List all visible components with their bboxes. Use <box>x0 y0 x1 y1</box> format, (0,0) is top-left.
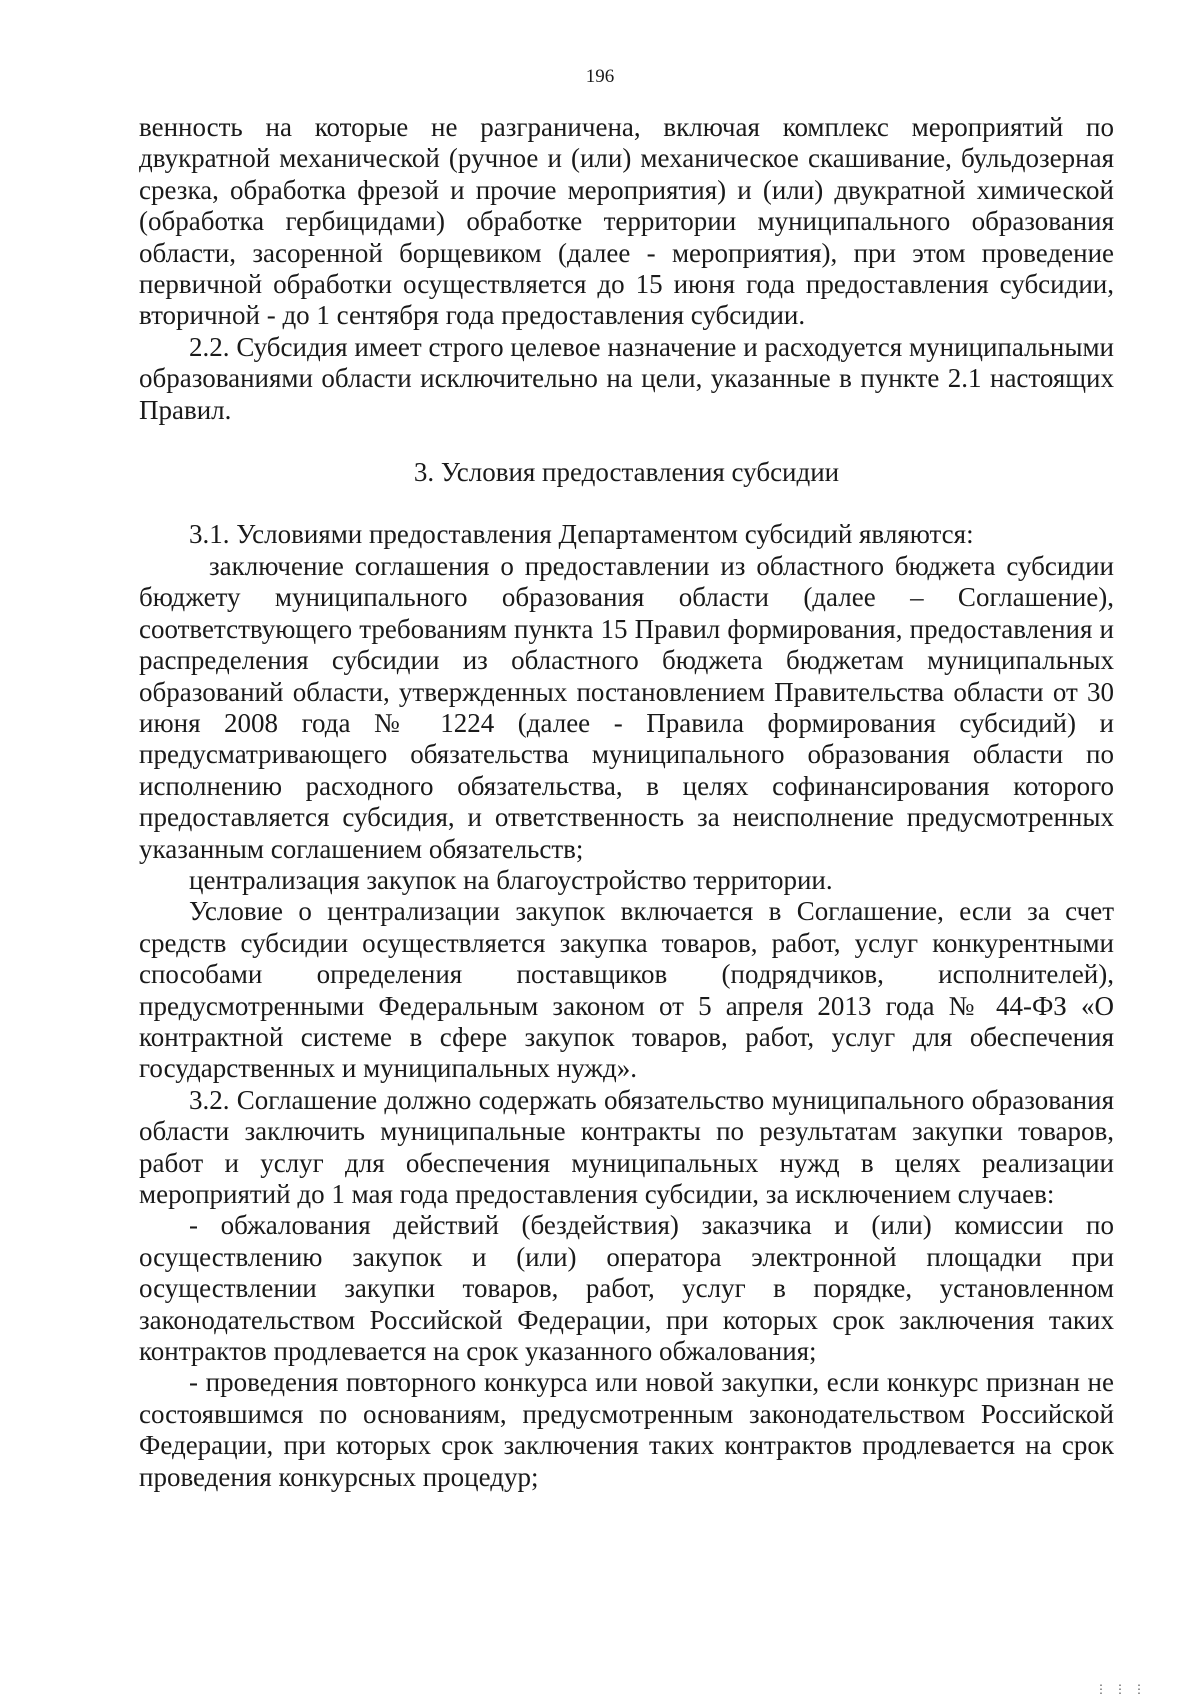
section-heading: 3. Условия предоставления субсидии <box>413 457 840 488</box>
paragraph-agreement: заключение соглашения о предоставлении из областного бюджета субсидии бюджету муниципального образования области (далее – Соглашение), соответствующего требованиям пункта 15 Правил формирования, предоставления и распределения субсидии из областного бюджета бюджетам муниципальных образований области, утвержденных постановлением Правительства области от 30 июня 2008 года № 1224 (далее - Правила формирования субсидий) и предусматривающего обязательства муниципального образования области по исполнению расходного обязательства, в целях софинансирования которого предоставляется субсидия, и ответственность за неисполнение предусмотренных указанным соглашением обязательств; <box>139 550 1114 864</box>
paragraph-centralization: централизация закупок на благоустройство территории. <box>189 864 833 895</box>
paragraph-3-2: 3.2. Соглашение должно содержать обязательство муниципального образования области заключить муниципальные контракты по результатам закупки товаров, работ и услуг для обеспечения муниципальных нужд в целях реализации мероприятий до 1 мая года предоставления субсидии, за исключением случаев: <box>139 1084 1114 1209</box>
scan-artifact: ⋮ ⋮ ⋮ <box>1095 1682 1147 1696</box>
paragraph-continuation: венность на которые не разграничена, включая комплекс мероприятий по двукратной механической (ручное и (или) механическое скашивание, бульдозерная срезка, обработка фрезой и прочие мероприятия) и (или) двукратной химической (обработка гербицидами) обработке территории муниципального образования области, засоренной борщевиком (далее - мероприятия), при этом проведение первичной обработки осуществляется до 15 июня года предоставления субсидии, вторичной - до 1 сентября года предоставления субсидии. <box>139 112 1114 331</box>
paragraph-condition: Условие о централизации закупок включается в Соглашение, если за счет средств субсидии осуществляется закупка товаров, работ, услуг конкурентными способами определения поставщиков (подрядчиков, исполнителей), предусмотренными Федеральным законом от 5 апреля 2013 года № 44-ФЗ «О контрактной системе в сфере закупок товаров, работ, услуг для обеспечения государственных и муниципальных нужд». <box>139 896 1114 1084</box>
paragraph-2-2: 2.2. Субсидия имеет строго целевое назначение и расходуется муниципальными образованиями области исключительно на цели, указанные в пункте 2.1 настоящих Правил. <box>139 331 1114 425</box>
paragraph-3-1: 3.1. Условиями предоставления Департаментом субсидий являются: <box>189 519 974 550</box>
list-item-repeat-tender: - проведения повторного конкурса или новой закупки, если конкурс признан не состоявшимся по основаниям, предусмотренным законодательством Российской Федерации, при которых срок заключения таких контрактов продлевается на срок проведения конкурсных процедур; <box>139 1367 1114 1492</box>
page-number: 196 <box>585 66 615 87</box>
list-item-appeal: - обжалования действий (бездействия) заказчика и (или) комиссии по осуществлению закупок и (или) оператора электронной площадки при осуществлении закупки товаров, работ, услуг в порядке, установленном законодательством Российской Федерации, при которых срок заключения таких контрактов продлевается на срок указанного обжалования; <box>139 1210 1114 1367</box>
document-body <box>139 112 1114 1493</box>
